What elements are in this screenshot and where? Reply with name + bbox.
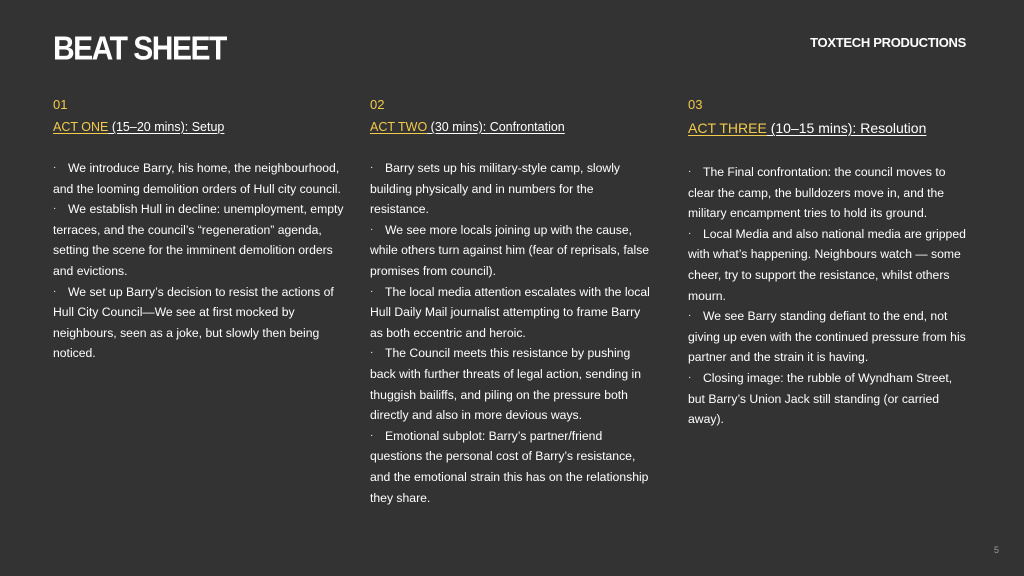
bullet-text: Emotional subplot: Barry’s partner/friend questions the personal cost of Barry’s resistance, and the emotional strain this has on the relationship they share. — [370, 428, 649, 505]
bullet-dot: · — [370, 162, 374, 173]
page-title: BEAT SHEET — [53, 31, 226, 68]
act-number: 01 — [53, 97, 68, 112]
bullet-dot: · — [370, 223, 374, 235]
bullet-dot: · — [370, 429, 374, 441]
list-item — [370, 158, 652, 220]
act-title[interactable] — [53, 118, 345, 136]
act-column-2 — [370, 96, 652, 508]
act-detail: (10–15 mins): Resolution — [766, 120, 927, 136]
list-item — [688, 306, 968, 368]
bullet-dot: · — [370, 347, 374, 359]
bullet-text: We establish Hull in decline: unemployment, empty terraces, and the council’s “regeneration” agenda, setting the scene for the imminent demolition orders and evictions. — [53, 202, 344, 278]
list-item — [370, 220, 652, 282]
bullet-text: The local media attention escalates with the local Hull Daily Mail journalist attempting to frame Barry as both eccentric and heroic. — [370, 284, 650, 340]
bullet-dot: · — [53, 162, 57, 173]
act-number: 03 — [688, 97, 703, 112]
bullet-list — [53, 158, 345, 364]
bullet-text: The Final confrontation: the council moves to clear the camp, the bulldozers move in, and the military encampment tries to hold its ground. — [688, 165, 946, 221]
page-number: 5 — [993, 545, 999, 555]
bullet-dot: · — [688, 166, 692, 177]
bullet-list — [688, 162, 968, 430]
act-title[interactable] — [688, 118, 968, 138]
act-number: 02 — [370, 97, 385, 112]
bullet-dot: · — [370, 285, 374, 297]
list-item — [688, 368, 968, 430]
bullet-text: The Council meets this resistance by pushing back with further threats of legal action, sending in thuggish bailiffs, and piling on the pressure both directly and also in more devious ways. — [370, 346, 641, 423]
act-name[interactable]: ACT TWO — [370, 120, 428, 134]
bullet-dot: · — [688, 227, 692, 239]
bullet-dot: · — [53, 203, 57, 215]
bullet-text: Local Media and also national media are gripped with what’s happening. Neighbours watch — some cheer, try to support the resistance, whilst others mourn. — [688, 226, 966, 303]
act-column-3 — [688, 96, 968, 430]
list-item — [688, 162, 968, 224]
act-name[interactable]: ACT ONE — [53, 120, 109, 134]
bullet-dot: · — [688, 371, 692, 383]
list-item — [688, 224, 968, 306]
list-item — [53, 199, 345, 281]
bullet-text: We see Barry standing defiant to the end, not giving up even with the continued pressure from his partner and the strain it is having. — [688, 309, 966, 365]
act-detail: (15–20 mins): Setup — [108, 120, 225, 134]
list-item — [53, 282, 345, 364]
bullet-text: We set up Barry’s decision to resist the actions of Hull City Council—We see at first mocked by neighbours, seen as a joke, but slowly then being noticed. — [53, 284, 334, 361]
brand-name: TOXTECH PRODUCTIONS — [810, 35, 966, 50]
list-item — [370, 282, 652, 344]
bullet-text: Barry sets up his military-style camp, slowly building physically and in numbers for the resistance. — [370, 161, 621, 217]
bullet-text: Closing image: the rubble of Wyndham Street, but Barry’s Union Jack still standing (or carried away). — [688, 370, 953, 427]
act-title[interactable] — [370, 118, 652, 136]
bullet-text: We introduce Barry, his home, the neighbourhood, and the looming demolition orders of Hull city council. — [53, 161, 341, 196]
act-name[interactable]: ACT THREE — [688, 120, 767, 136]
act-column-1 — [53, 96, 345, 364]
bullet-dot: · — [688, 310, 692, 322]
list-item — [370, 343, 652, 425]
bullet-list — [370, 158, 652, 508]
act-detail: (30 mins): Confrontation — [427, 120, 565, 134]
list-item — [370, 426, 652, 508]
bullet-dot: · — [53, 285, 57, 297]
bullet-text: We see more locals joining up with the cause, while others turn against him (fear of reprisals, false promises from council). — [370, 222, 650, 278]
list-item — [53, 158, 345, 199]
